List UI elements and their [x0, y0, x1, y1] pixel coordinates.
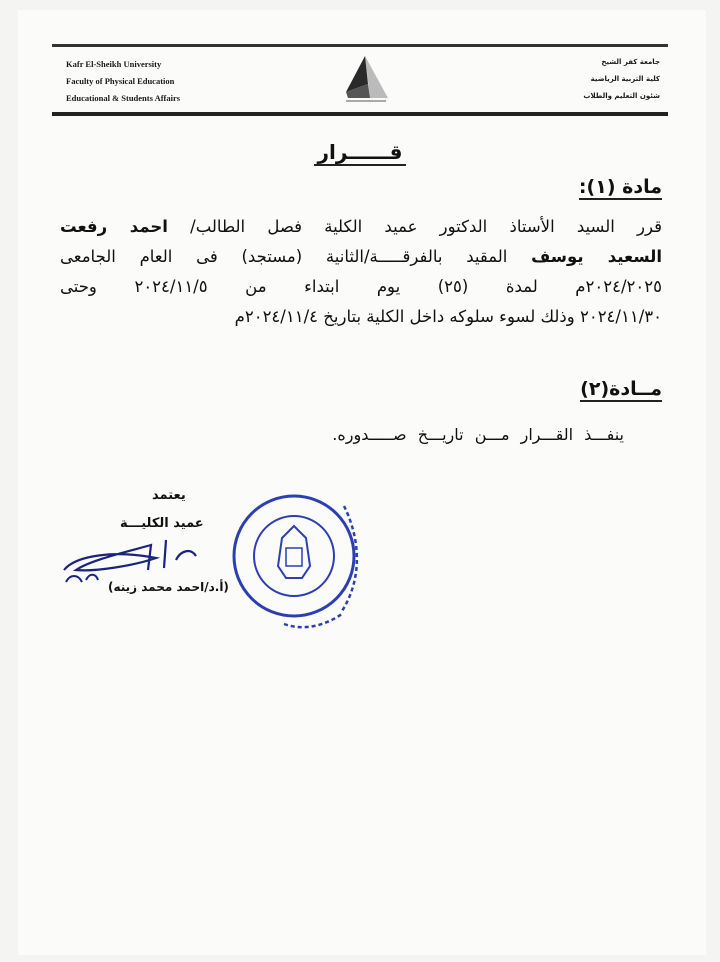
university-name-ar: جامعة كفر الشيخ	[601, 58, 660, 66]
article-1-heading: مادة (١):	[578, 176, 662, 198]
header-english	[66, 56, 180, 107]
article-1-line-2: السعيد يوسف المقيد بالفرقـــــة/الثانية (مستجد) فى العام الجامعى	[60, 247, 662, 266]
article-2-heading: مــادة(٢)	[580, 378, 662, 400]
dean-role-label: عميد الكليـــة	[120, 516, 204, 531]
article-2-body: ينفـــذ القـــرار مـــن تاريـــخ صـــــدوره.	[332, 425, 624, 444]
decree-title: قــــــرار	[0, 140, 720, 164]
approve-label: يعتمد	[152, 488, 186, 503]
department-name-en: Educational & Students Affairs	[66, 93, 181, 103]
student-name-part-1: احمد رفعت	[60, 217, 168, 236]
university-logo-icon	[340, 54, 390, 104]
header-bottom-rule	[52, 112, 668, 116]
department-name-ar: شئون التعليم والطلاب	[583, 92, 660, 100]
article-1-line-3: ٢٠٢٤/٢٠٢٥م لمدة (٢٥) يوم ابتداء من ٢٠٢٤/١١/٥ وحتى	[60, 277, 662, 296]
article-1-line-4: ٢٠٢٤/١١/٣٠ وذلك لسوء سلوكه داخل الكلية بتاريخ ٢٠٢٤/١١/٤م	[234, 307, 662, 326]
student-name-part-2: السعيد يوسف	[531, 247, 662, 266]
faculty-name-ar: كلية التربية الرياضية	[590, 75, 660, 83]
signature-block	[56, 480, 376, 650]
article-1-body	[60, 212, 662, 332]
article-1-line-1: قرر السيد الأستاذ الدكتور عميد الكلية فصل الطالب/ احمد رفعت	[60, 217, 662, 236]
header-arabic	[583, 54, 660, 105]
university-name-en: Kafr El-Sheikh University	[66, 59, 162, 69]
dean-name: (أ.د/احمد محمد زينه)	[108, 580, 229, 594]
faculty-name-en: Faculty of Physical Education	[66, 76, 175, 86]
faculty-seal-stamp-icon	[224, 486, 374, 636]
header-top-rule	[52, 44, 668, 47]
